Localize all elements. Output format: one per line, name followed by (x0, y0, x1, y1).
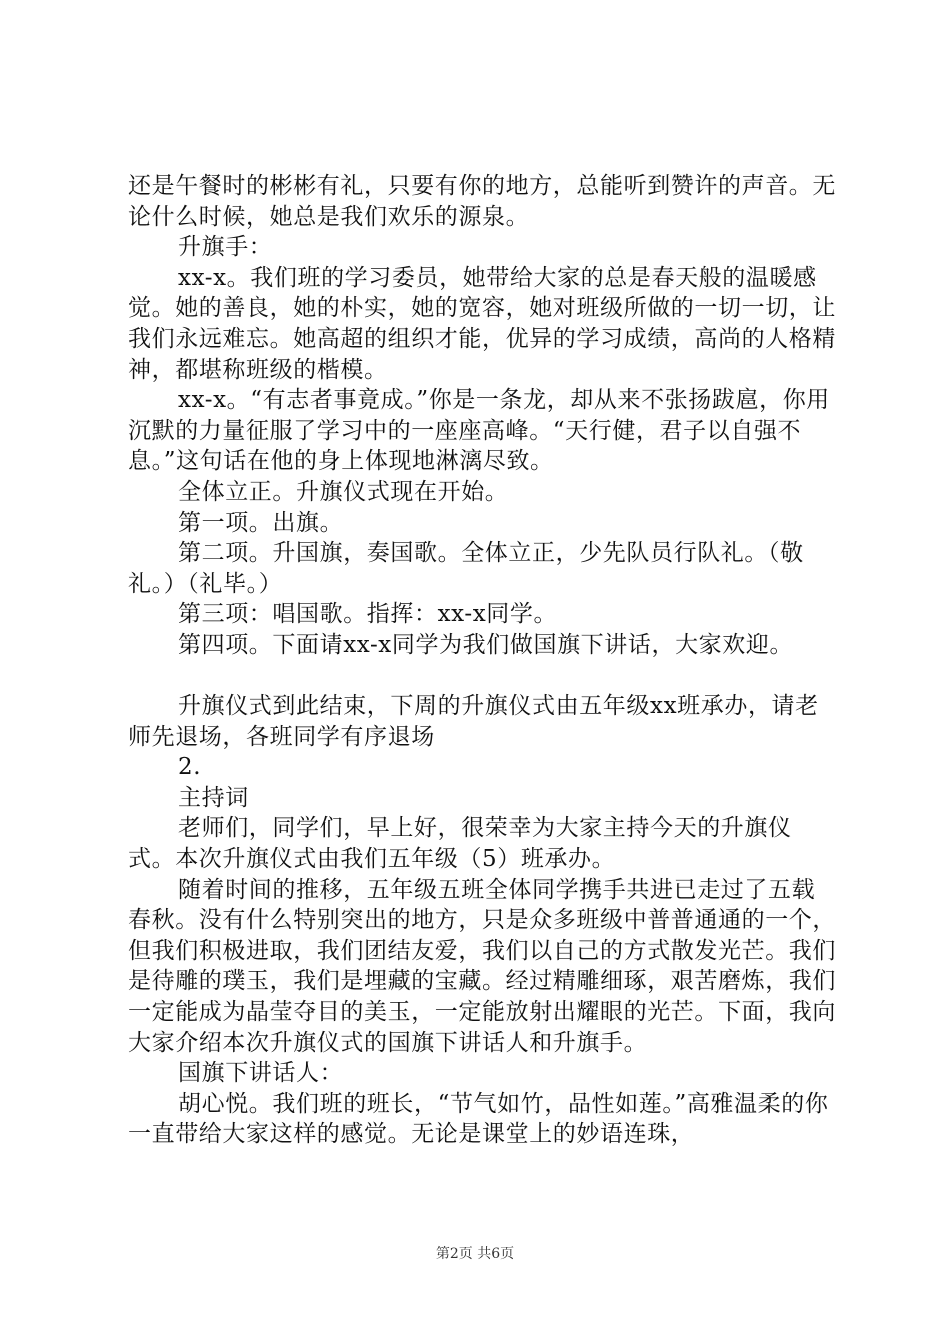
document-body (128, 171, 838, 1150)
paragraph: 2. (178, 754, 202, 781)
paragraph: 第三项：唱国歌。指挥：xx-x同学。 (178, 601, 558, 628)
paragraph: 胡心悦。我们班的班长，“节气如竹，品性如莲。”高雅温柔的你一直带给大家这样的感觉。无论是课堂上的妙语连珠， (128, 1090, 829, 1148)
paragraph: 还是午餐时的彬彬有礼，只要有你的地方，总能听到赞许的声音。无论什么时候，她总是我们欢乐的源泉。 (128, 173, 836, 230)
paragraph: xx-x。我们班的学习委员，她带给大家的总是春天般的温暖感觉。她的善良，她的朴实，她的宽容，她对班级所做的一切一切，让我们永远难忘。她高超的组织才能，优异的学习成绩，高尚的人格精神，都堪称班级的楷模。 (128, 264, 836, 383)
paragraph: 主持词 (178, 784, 249, 811)
paragraph: 老师们，同学们，早上好，很荣幸为大家主持今天的升旗仪式。本次升旗仪式由我们五年级（5）班承办。 (128, 815, 792, 873)
paragraph: 第一项。出旗。 (178, 509, 344, 536)
paragraph: 升旗仪式到此结束，下周的升旗仪式由五年级xx班承办，请老师先退场，各班同学有序退场 (128, 693, 819, 750)
paragraph: 国旗下讲话人： (178, 1060, 344, 1087)
paragraph: 全体立正。升旗仪式现在开始。 (178, 478, 509, 505)
page-footer: 第2页 共6页 (435, 1246, 515, 1262)
paragraph: 第二项。升国旗，奏国歌。全体立正，少先队员行队礼。（敬礼。）（礼毕。） (128, 540, 804, 597)
paragraph: 升旗手： (178, 234, 273, 261)
paragraph (128, 661, 838, 692)
paragraph: xx-x。“有志者事竟成。”你是一条龙，却从来不张扬跋扈，你用沉默的力量征服了学习中的一座座高峰。“天行健，君子以自强不息。”这句话在他的身上体现地淋漓尽致。 (128, 387, 830, 475)
paragraph: 第四项。下面请xx-x同学为我们做国旗下讲话，大家欢迎。 (178, 631, 794, 658)
paragraph: 随着时间的推移，五年级五班全体同学携手共进已走过了五载春秋。没有什么特别突出的地方，只是众多班级中普普通通的一个，但我们积极进取，我们团结友爱，我们以自己的方式散发光芒。我们是待雕的璞玉，我们是埋藏的宝藏。经过精雕细琢，艰苦磨炼，我们一定能成为晶莹夺目的美玉，一定能放射出耀眼的光芒。下面，我向大家介绍本次升旗仪式的国旗下讲话人和升旗手。 (128, 876, 836, 1056)
